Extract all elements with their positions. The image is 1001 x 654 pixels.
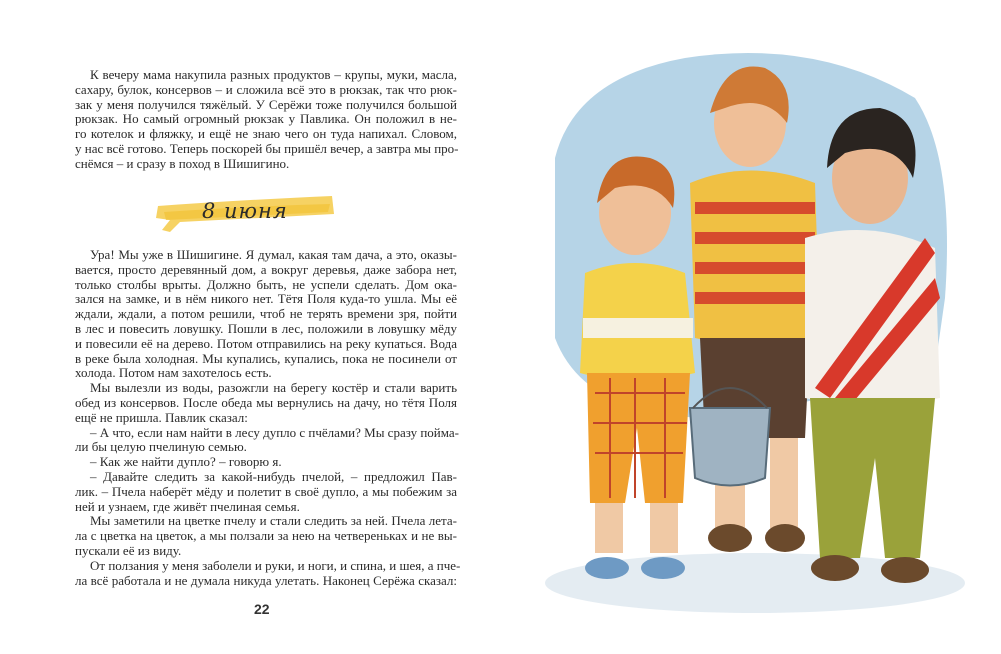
text-line: От ползания у меня заболели и руки, и ноги, и спина, и шея, а пче-	[90, 557, 461, 573]
text-line: снёмся – и сразу в поход в Шишигино.	[75, 155, 290, 171]
chapter-heading-banner	[150, 192, 340, 236]
text-line: зак у меня получился тяжёлый. У Серёжи тоже получился большой	[75, 96, 457, 112]
text-line: в лес и повесить ловушку. Пошли в лес, положили в ловушку мёду	[75, 320, 457, 336]
text-line: – А что, если нам найти в лесу дупло с пчёлами? Мы сразу пойма-	[90, 424, 459, 440]
text-line: ла с цветка на цветок, а мы ползали за нею на четвереньках и не вы-	[75, 528, 457, 544]
text-line: ещё не пришла. Павлик сказал:	[75, 409, 248, 425]
text-line: ла всё работала и не думала никуда улетать. Наконец Серёжа сказал:	[75, 572, 457, 588]
text-line: – Как же найти дупло? – говорю я.	[90, 454, 282, 470]
text-line: ждали, ждали, а потом решили, чтоб не терять времени зря, пойти	[75, 306, 457, 322]
text-line: сахару, булок, консервов – и сложила всё это в рюкзак, так что рюк-	[75, 81, 457, 97]
text-line: Ура! Мы уже в Шишигине. Я думал, какая там дача, а это, оказы-	[90, 247, 457, 262]
chapter-heading: 8 июня	[202, 199, 288, 223]
text-line: зался на замке, и в нём никого нет. Тётя Поля куда-то ушла. Мы её	[75, 291, 457, 307]
text-line: К вечеру мама накупила разных продуктов – крупы, муки, масла,	[90, 67, 457, 82]
text-line: холода. Потом нам захотелось есть.	[75, 365, 272, 381]
text-line: обед из консервов. После обеда мы вернулись на дачу, но тётя Поля	[75, 394, 457, 410]
text-line: пускали её из виду.	[75, 542, 182, 558]
text-line: ней и узнаем, где живёт пчелиная семья.	[75, 498, 300, 514]
text-line: – Давайте следить за какой-нибудь пчелой, – предложил Пав-	[90, 468, 457, 484]
metal-pot	[690, 408, 770, 486]
text-block-main	[75, 247, 461, 588]
text-line: вается, просто деревянный дом, а вокруг деревья, даже забора нет,	[75, 261, 457, 277]
text-line: в реке была холодная. Мы купались, купались, пока не посинели от	[75, 350, 457, 366]
text-line: Мы вылезли из воды, разожгли на берегу костёр и стали варить	[90, 380, 457, 396]
text-line: Мы заметили на цветке пчелу и стали следить за ней. Пчела лета-	[90, 513, 457, 529]
text-line: лик. – Пчела наберёт мёду и полетит в своё дупло, а мы побежим за	[75, 483, 457, 499]
illustration-three-boys	[515, 38, 975, 618]
text-line: го котелок и фляжку, и ещё не знаю чего он туда напихал. Словом,	[75, 126, 457, 142]
text-line: только столбы врыты. Должно быть, не успели сделать. Дом ока-	[75, 276, 457, 292]
text-block-intro	[75, 68, 457, 172]
text-line: рюкзак. Но самый огромный рюкзак у Павлика. Он положил в не-	[75, 111, 457, 127]
text-line: ли бы целую пчелиную семью.	[75, 439, 247, 455]
page-number: 22	[254, 601, 270, 617]
text-line: у нас всё готово. Теперь поскорей бы пришёл вечер, а завтра мы про-	[75, 140, 459, 156]
text-line: и повесили её на дерево. Потом отправились на реку купаться. Вода	[75, 335, 457, 351]
